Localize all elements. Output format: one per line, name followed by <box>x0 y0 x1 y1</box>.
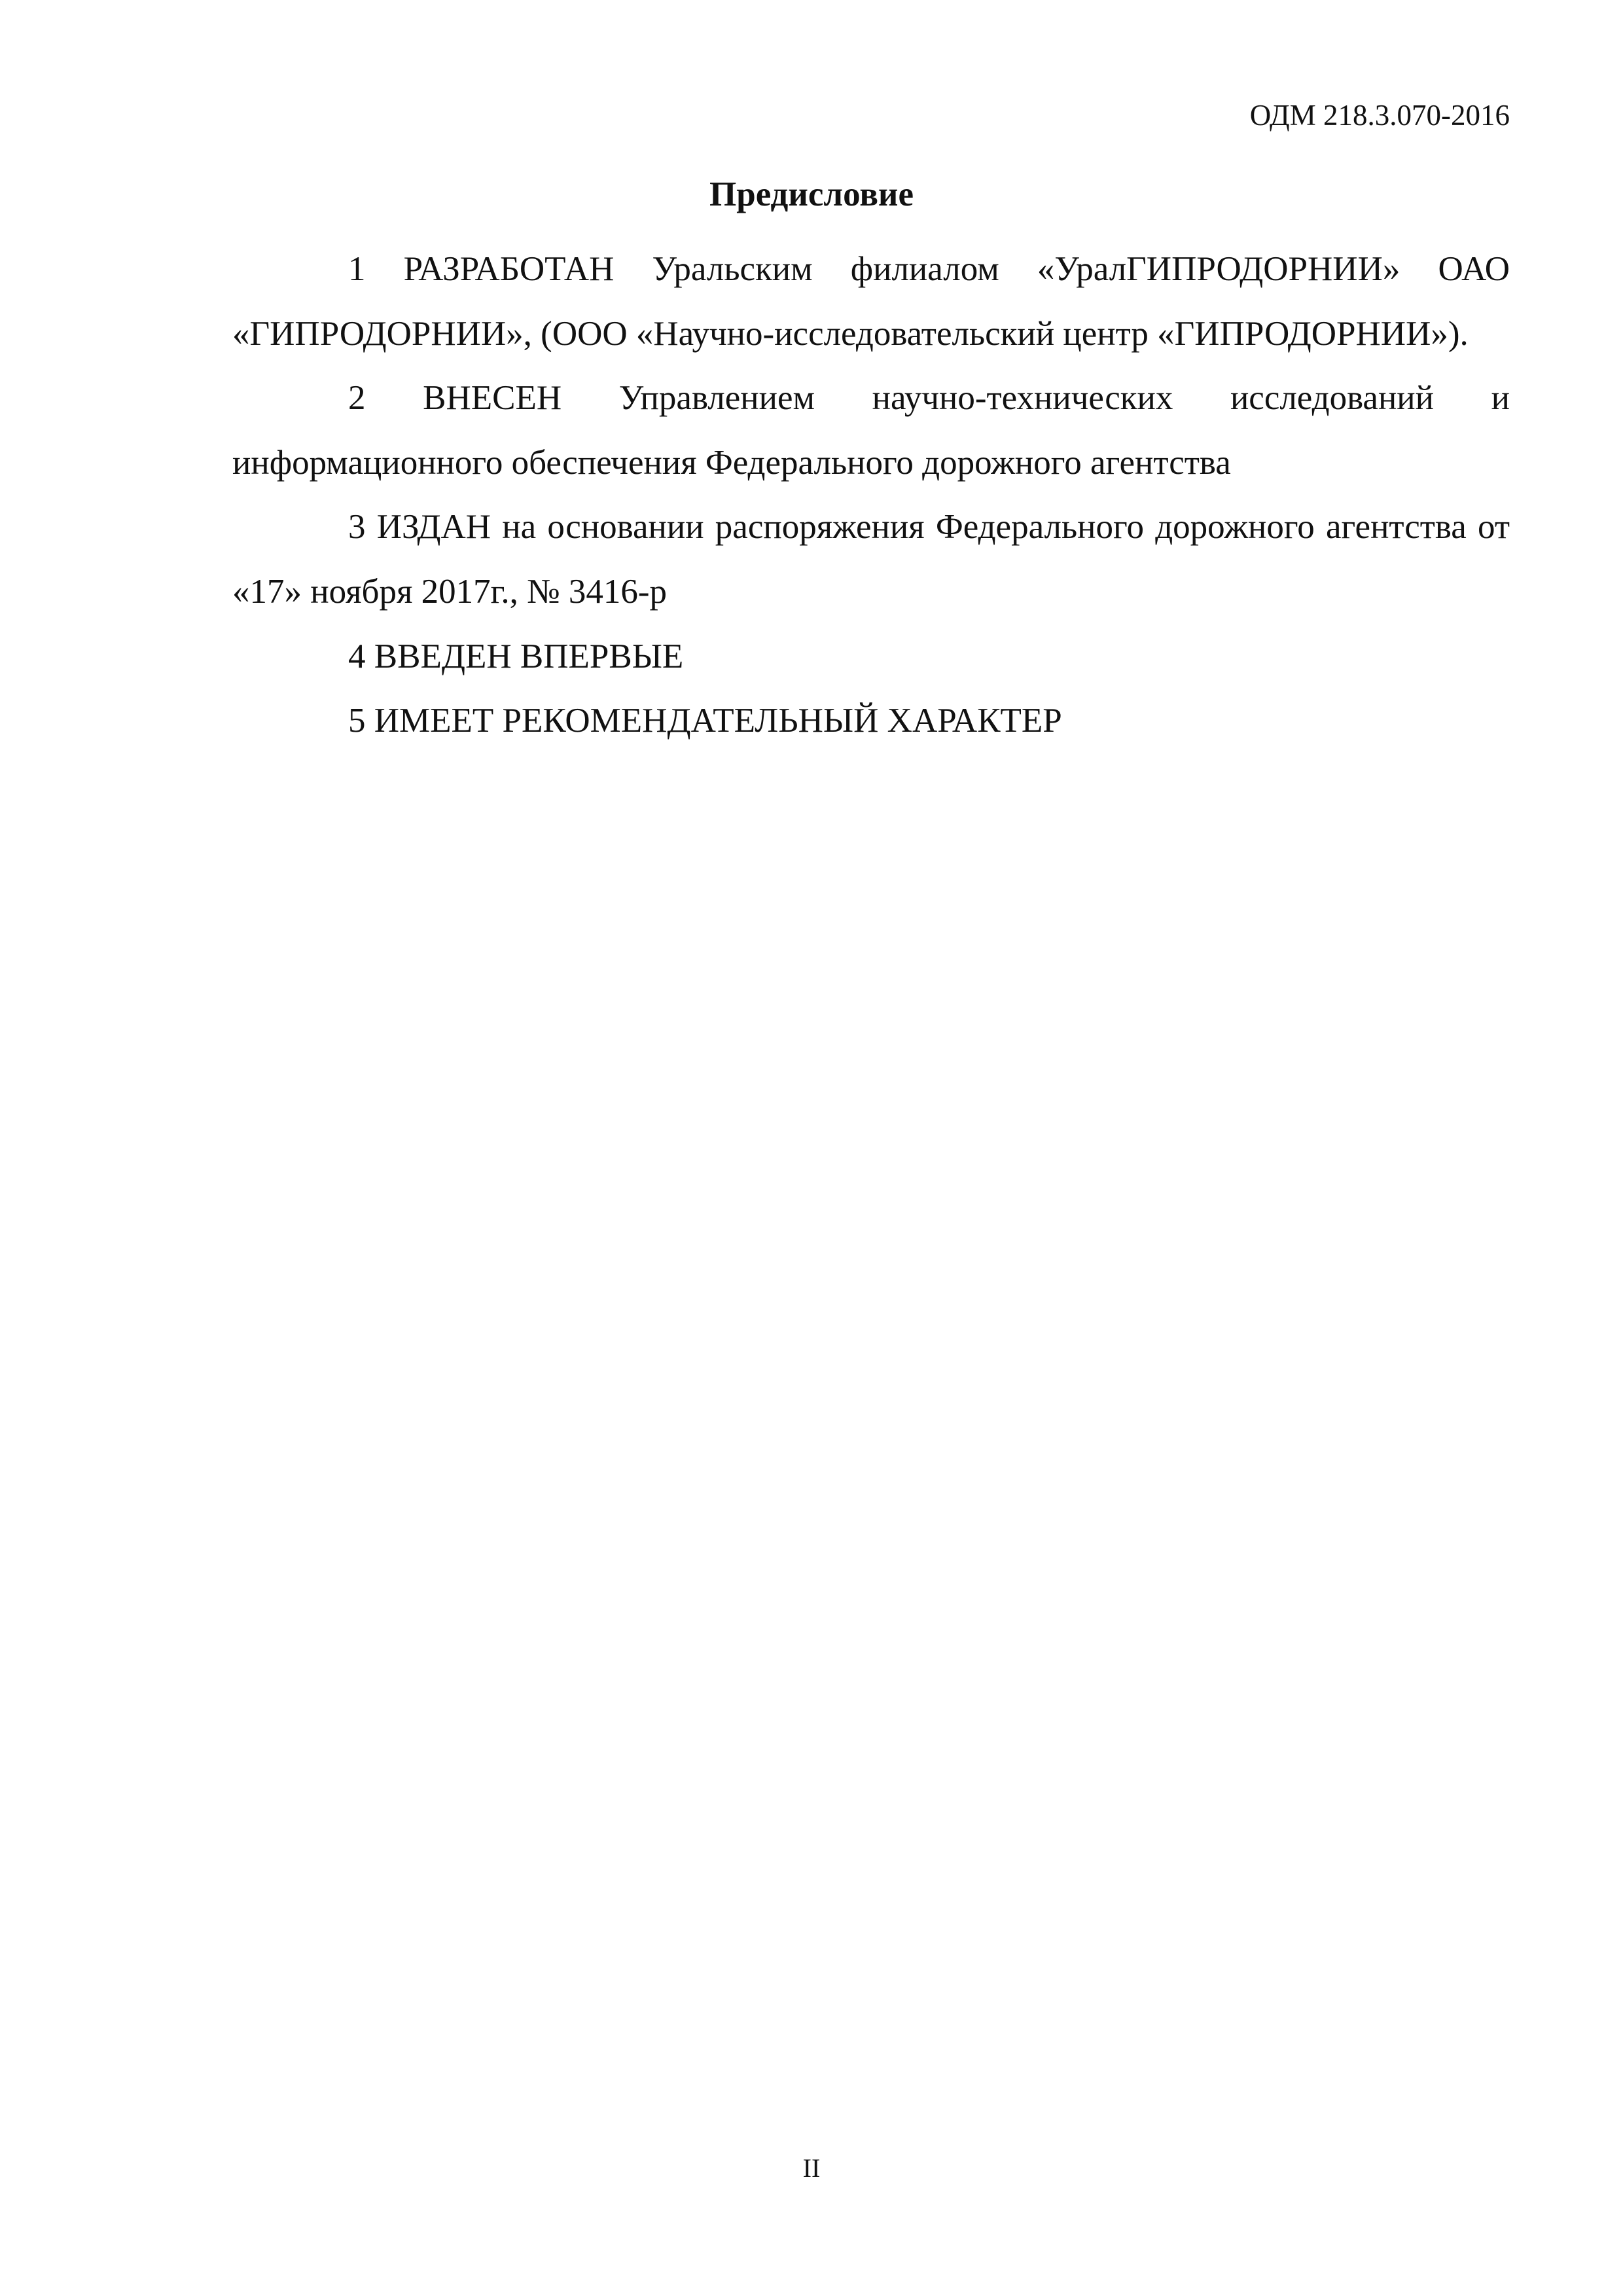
paragraph-submitted-by: 2 ВНЕСЕН Управлением научно-технических исследований и информационного обеспечения Федерального дорожного агентства <box>232 379 1510 482</box>
page-number: II <box>802 2153 821 2183</box>
paragraph-issued: 3 ИЗДАН на основании распоряжения Федерального дорожного агентства от «17» ноября 2017г., № 3416-р <box>232 508 1510 611</box>
paragraph-introduced: 4 ВВЕДЕН ВПЕРВЫЕ <box>348 637 684 675</box>
paragraph-status: 5 ИМЕЕТ РЕКОМЕНДАТЕЛЬНЫЙ ХАРАКТЕР <box>348 702 1062 740</box>
paragraph-developed-by: 1 РАЗРАБОТАН Уральским филиалом «УралГИПРОДОРНИИ» ОАО «ГИПРОДОРНИИ», (ООО «Научно-исследовательский центр «ГИПРОДОРНИИ»). <box>232 250 1510 353</box>
foreword-body <box>232 237 1510 753</box>
document-code: ОДМ 218.3.070-2016 <box>1249 99 1510 132</box>
page-title: Предисловие <box>709 175 914 213</box>
